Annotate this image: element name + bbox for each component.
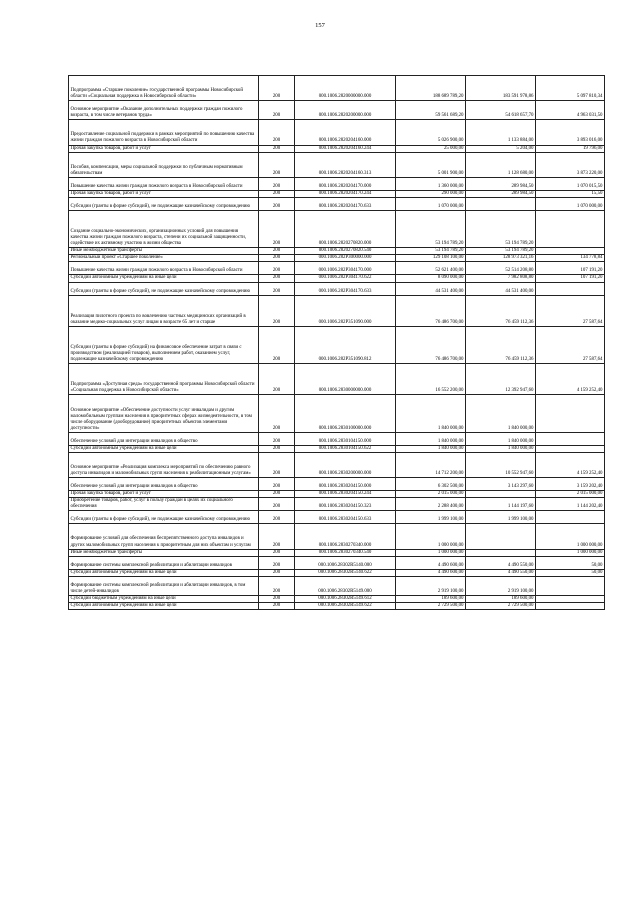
row-name-cell: Повышение качества жизни граждан пожилого возраста в Новосибирской области (69, 262, 259, 275)
row-code-cell: 000.1006.2820204170.000 (295, 177, 396, 190)
row-executed-cell: 1 840 000,00 (466, 432, 536, 445)
row-code-cell: 000.1006.2820000000.000 (295, 76, 396, 101)
row-name-cell: Повышение качества жизни граждан пожилого возраста в Новосибирской области (69, 177, 259, 190)
row-name-cell: Подпрограмма «Старшее поколение» государственной программы Новосибирской области «Социальная поддержка в Новосибирской области» (69, 76, 259, 101)
table-row (69, 595, 605, 602)
row-planned-cell: 59 561 689,20 (396, 101, 466, 120)
row-ved-cell: 200 (259, 364, 295, 395)
row-code-cell: 000.1006.2830204150.633 (295, 511, 396, 524)
table-row (69, 445, 605, 452)
row-name-cell: Подпрограмма «Доступная среда» государственной программы Новосибирской области «Социальная поддержка в Новосибирской области» (69, 364, 259, 395)
row-name-cell: Формирование условий для обеспечения беспрепятственного доступа инвалидов и других маломобильных групп населения к приоритетным для них объектам и услугам (69, 524, 259, 549)
row-name-cell: Субсидии бюджетным учреждениям на иные цели (69, 595, 259, 602)
row-remainder-cell: 50,00 (536, 569, 605, 576)
row-ved-cell: 200 (259, 248, 295, 255)
row-code-cell: 000.1006.2830100000.000 (295, 395, 396, 432)
row-name-cell: Субсидии автономным учреждениям на иные цели (69, 569, 259, 576)
table-row (69, 524, 605, 549)
row-planned-cell: 1 840 000,00 (396, 432, 466, 445)
row-planned-cell: 6 302 500,00 (396, 478, 466, 491)
row-code-cell: 000.1006.282P304170.633 (295, 282, 396, 295)
row-executed-cell (466, 524, 536, 549)
table-row (69, 152, 605, 177)
table-row (69, 432, 605, 445)
row-executed-cell: 183 591 978,86 (466, 76, 536, 101)
row-code-cell: 000.1006.2820204160.244 (295, 145, 396, 152)
row-remainder-cell: 2 015 000,00 (536, 491, 605, 498)
row-executed-cell: 76 459 112,36 (466, 295, 536, 326)
row-remainder-cell: 107 191,20 (536, 262, 605, 275)
row-planned-cell: 44 531 400,00 (396, 282, 466, 295)
row-code-cell: 000.1006.2830200000.000 (295, 452, 396, 477)
row-name-cell: Формирование системы комплексной реабилитации и абилитации инвалидов, в том числе детей-инвалидов (69, 576, 259, 595)
row-executed-cell (466, 197, 536, 210)
row-executed-cell: 12 392 947,60 (466, 364, 536, 395)
row-name-cell: Субсидии автономным учреждениям на иные цели (69, 445, 259, 452)
row-executed-cell: 76 459 112,36 (466, 326, 536, 363)
row-name-cell: Обеспечение условий для интеграции инвалидов в общество (69, 432, 259, 445)
row-ved-cell: 200 (259, 76, 295, 101)
row-ved-cell: 200 (259, 197, 295, 210)
row-code-cell: 000.1006.2820204170.633 (295, 197, 396, 210)
page-number: 157 (315, 22, 325, 29)
row-remainder-cell (536, 576, 605, 595)
row-name-cell: Основное мероприятие «Обеспечение доступности услуг инвалидам и другим маломобильным группам населения в приоритетных сферах жизнедеятельности, в том числе оборудование (дооборудование) приоритетных объектов элементами доступности» (69, 395, 259, 432)
row-name-cell: Иные межбюджетные трансферты (69, 248, 259, 255)
table-row (69, 556, 605, 569)
row-planned-cell: 53 194 789,20 (396, 248, 466, 255)
table-row (69, 76, 605, 101)
table-row (69, 248, 605, 255)
row-ved-cell: 200 (259, 452, 295, 477)
row-executed-cell: 4 490 550,00 (466, 556, 536, 569)
row-executed-cell: 128 973 321,16 (466, 255, 536, 262)
row-code-cell: 000.1006.28302R5140.000 (295, 556, 396, 569)
row-name-cell: Субсидии (гранты в форме субсидий), не подлежащие казначейскому сопровождению (69, 511, 259, 524)
row-planned-cell: 4 490 600,00 (396, 556, 466, 569)
row-code-cell: 000.1006.2820204160.000 (295, 120, 396, 145)
row-planned-cell: 16 552 200,00 (396, 364, 466, 395)
row-planned-cell: 1 000 000,00 (396, 524, 466, 549)
row-ved-cell: 200 (259, 511, 295, 524)
row-remainder-cell (536, 282, 605, 295)
table-row (69, 576, 605, 595)
row-ved-cell: 200 (259, 210, 295, 247)
row-executed-cell: 44 531 400,00 (466, 282, 536, 295)
row-executed-cell: 53 194 789,20 (466, 248, 536, 255)
row-remainder-cell: 4 159 252,40 (536, 364, 605, 395)
row-remainder-cell: 1 000 000,00 (536, 549, 605, 556)
table-row (69, 275, 605, 282)
row-remainder-cell: 3 159 202,40 (536, 478, 605, 491)
row-planned-cell: 25 000,00 (396, 145, 466, 152)
row-remainder-cell: 50,00 (536, 556, 605, 569)
row-executed-cell: 10 552 947,60 (466, 452, 536, 477)
table-row (69, 511, 605, 524)
row-ved-cell: 200 (259, 445, 295, 452)
row-executed-cell: 2 729 500,00 (466, 602, 536, 609)
row-ved-cell: 200 (259, 326, 295, 363)
row-ved-cell: 200 (259, 101, 295, 120)
row-planned-cell: 8 090 000,00 (396, 275, 466, 282)
row-code-cell: 000.1006.2820270820.540 (295, 248, 396, 255)
row-name-cell: Субсидии (гранты в форме субсидий) на финансовое обеспечение затрат в связи с производством (реализацией товаров), выполнением работ, оказанием услуг, подлежащие казначейскому сопровождению (69, 326, 259, 363)
row-ved-cell: 200 (259, 498, 295, 511)
row-remainder-cell (536, 511, 605, 524)
row-code-cell: 000.1006.2830104150.622 (295, 445, 396, 452)
row-planned-cell: 1 000 000,00 (396, 549, 466, 556)
row-name-cell: Основное мероприятие «Оказание дополнительных поддержки граждан пожилого возраста, в том числе ветеранов труда» (69, 101, 259, 120)
row-ved-cell: 200 (259, 602, 295, 609)
row-remainder-cell (536, 210, 605, 247)
row-ved-cell: 200 (259, 491, 295, 498)
row-remainder-cell: 19 796,00 (536, 145, 605, 152)
row-planned-cell: 1 070 000,00 (396, 197, 466, 210)
table-row (69, 326, 605, 363)
row-executed-cell: 2 919 100,00 (466, 576, 536, 595)
row-planned-cell: 2 015 000,00 (396, 491, 466, 498)
row-ved-cell: 200 (259, 152, 295, 177)
row-remainder-cell: 1 000 000,00 (536, 524, 605, 549)
row-remainder-cell (536, 602, 605, 609)
row-ved-cell: 200 (259, 282, 295, 295)
row-planned-cell: 5 001 900,00 (396, 152, 466, 177)
row-planned-cell: 1 999 100,00 (396, 511, 466, 524)
row-remainder-cell: 4 963 031,50 (536, 101, 605, 120)
row-remainder-cell: 27 587,64 (536, 326, 605, 363)
row-remainder-cell: 27 587,64 (536, 295, 605, 326)
row-planned-cell: 2 729 500,00 (396, 602, 466, 609)
table-row (69, 498, 605, 511)
row-code-cell: 000.1006.2820204160.313 (295, 152, 396, 177)
row-name-cell: Прочая закупка товаров, работ и услуг (69, 491, 259, 498)
row-name-cell: Приобретение товаров, работ, услуг в пользу граждан в целях их социального обеспечения (69, 498, 259, 511)
row-code-cell: 000.1006.2820204170.244 (295, 190, 396, 197)
row-planned-cell: 5 026 900,00 (396, 120, 466, 145)
row-code-cell: 000.1006.282P351090.000 (295, 295, 396, 326)
row-planned-cell: 76 486 700,00 (396, 295, 466, 326)
table-row (69, 364, 605, 395)
table-row (69, 549, 605, 556)
row-code-cell: 000.1006.282P351090.812 (295, 326, 396, 363)
row-executed-cell: 1 144 197,60 (466, 498, 536, 511)
row-code-cell: 000.1006.2820270820.000 (295, 210, 396, 247)
table-row (69, 101, 605, 120)
row-code-cell: 000.1006.2830270340.000 (295, 524, 396, 549)
row-planned-cell: 14 712 200,00 (396, 452, 466, 477)
row-planned-cell: 188 689 789,20 (396, 76, 466, 101)
row-executed-cell: 5 204,00 (466, 145, 536, 152)
row-executed-cell: 1 999 100,00 (466, 511, 536, 524)
row-planned-cell: 129 108 100,00 (396, 255, 466, 262)
row-name-cell: Формирование системы комплексной реабилитации и абилитации инвалидов (69, 556, 259, 569)
row-executed-cell: 4 490 550,00 (466, 569, 536, 576)
table-row (69, 255, 605, 262)
row-code-cell: 000.1006.2830204150.244 (295, 491, 396, 498)
row-name-cell: Субсидии (гранты в форме субсидий), не подлежащие казначейскому сопровождению (69, 197, 259, 210)
row-remainder-cell: 3 873 220,00 (536, 152, 605, 177)
row-code-cell: 000.1006.28302R5149.622 (295, 602, 396, 609)
row-code-cell: 000.1006.2830270340.540 (295, 549, 396, 556)
table-row (69, 197, 605, 210)
row-planned-cell: 1 360 000,00 (396, 177, 466, 190)
row-name-cell: Субсидии (гранты в форме субсидий), не подлежащие казначейскому сопровождению (69, 282, 259, 295)
row-name-cell: Обеспечение условий для интеграции инвалидов в общество (69, 478, 259, 491)
row-code-cell: 000.1006.28302R5140.622 (295, 569, 396, 576)
row-ved-cell: 200 (259, 177, 295, 190)
table-row (69, 190, 605, 197)
row-planned-cell: 290 000,00 (396, 190, 466, 197)
row-remainder-cell: 5 097 810,34 (536, 76, 605, 101)
row-remainder-cell: 107 191,20 (536, 275, 605, 282)
row-ved-cell: 200 (259, 275, 295, 282)
row-ved-cell: 200 (259, 549, 295, 556)
row-executed-cell: 53 194 789,20 (466, 210, 536, 247)
row-remainder-cell: 1 144 202,40 (536, 498, 605, 511)
row-code-cell: 000.1006.2830000000.000 (295, 364, 396, 395)
row-ved-cell: 200 (259, 556, 295, 569)
row-planned-cell: 1 840 000,00 (396, 395, 466, 432)
row-planned-cell: 1 840 000,00 (396, 445, 466, 452)
row-ved-cell: 200 (259, 262, 295, 275)
table-row (69, 478, 605, 491)
row-name-cell: Реализация пилотного проекта по вовлечению частных медицинских организаций в оказание медико-социальных услуг лицам в возрасте 65 лет и старше (69, 295, 259, 326)
row-remainder-cell (536, 395, 605, 432)
row-name-cell: Региональный проект «Старшее поколение» (69, 255, 259, 262)
table-row (69, 177, 605, 190)
row-code-cell: 000.1006.28302R5149.000 (295, 576, 396, 595)
row-ved-cell: 200 (259, 595, 295, 602)
row-ved-cell: 200 (259, 395, 295, 432)
row-ved-cell: 200 (259, 478, 295, 491)
row-name-cell: Иные межбюджетные трансферты (69, 549, 259, 556)
row-remainder-cell (536, 445, 605, 452)
row-planned-cell: 189 600,00 (396, 595, 466, 602)
row-remainder-cell (536, 248, 605, 255)
row-planned-cell: 2 288 400,00 (396, 498, 466, 511)
table-row (69, 569, 605, 576)
row-code-cell: 000.1006.2820200000.000 (295, 101, 396, 120)
table-row (69, 210, 605, 247)
row-name-cell: Субсидии автономным учреждениям на иные цели (69, 602, 259, 609)
table-row (69, 295, 605, 326)
row-ved-cell: 200 (259, 145, 295, 152)
row-executed-cell: 289 984,50 (466, 190, 536, 197)
row-name-cell: Прочая закупка товаров, работ и услуг (69, 145, 259, 152)
table-row (69, 602, 605, 609)
row-code-cell: 000.1006.282P304170.000 (295, 262, 396, 275)
row-code-cell: 000.1006.2830204150.000 (295, 478, 396, 491)
row-code-cell: 000.1006.2830104150.000 (295, 432, 396, 445)
row-remainder-cell: 1 070 015,50 (536, 177, 605, 190)
table-row (69, 452, 605, 477)
row-executed-cell: 7 982 808,80 (466, 275, 536, 282)
row-executed-cell: 1 133 884,00 (466, 120, 536, 145)
row-code-cell: 000.1006.2830204150.323 (295, 498, 396, 511)
row-ved-cell: 200 (259, 295, 295, 326)
row-ved-cell: 200 (259, 190, 295, 197)
row-ved-cell: 200 (259, 120, 295, 145)
row-executed-cell: 189 600,00 (466, 595, 536, 602)
row-code-cell: 000.1006.282P304170.622 (295, 275, 396, 282)
row-code-cell: 000.1006.28302R5149.612 (295, 595, 396, 602)
row-executed-cell: 1 840 000,00 (466, 445, 536, 452)
budget-table (68, 75, 605, 610)
row-ved-cell: 200 (259, 569, 295, 576)
table-row (69, 262, 605, 275)
row-executed-cell: 1 840 000,00 (466, 395, 536, 432)
row-remainder-cell: 15,50 (536, 190, 605, 197)
row-planned-cell: 52 621 400,00 (396, 262, 466, 275)
row-ved-cell: 200 (259, 576, 295, 595)
row-ved-cell: 200 (259, 524, 295, 549)
row-name-cell: Создание социально-экономических, организационных условий для повышения качества жизни граждан пожилого возраста, степени их социальной защищенности, содействие их активному участию в жизни общества (69, 210, 259, 247)
row-name-cell: Субсидии автономным учреждениям на иные цели (69, 275, 259, 282)
row-name-cell: Основное мероприятие «Реализация комплекса мероприятий по обеспечению равного доступа инвалидов и маломобильных групп населения к реабилитационным услугам» (69, 452, 259, 477)
row-ved-cell: 200 (259, 432, 295, 445)
table-row (69, 120, 605, 145)
row-planned-cell: 4 490 600,00 (396, 569, 466, 576)
row-planned-cell: 76 486 700,00 (396, 326, 466, 363)
row-remainder-cell: 4 159 252,40 (536, 452, 605, 477)
row-remainder-cell (536, 595, 605, 602)
row-code-cell: 000.1006.282P300000.000 (295, 255, 396, 262)
table-row (69, 282, 605, 295)
row-executed-cell: 289 984,50 (466, 177, 536, 190)
row-remainder-cell: 1 070 000,00 (536, 197, 605, 210)
row-executed-cell: 54 618 657,70 (466, 101, 536, 120)
row-name-cell: Предоставление социальной поддержки в рамках мероприятий по повышению качества жизни граждан пожилого возраста в Новосибирской области (69, 120, 259, 145)
row-executed-cell (466, 491, 536, 498)
row-remainder-cell (536, 432, 605, 445)
row-executed-cell: 1 128 680,00 (466, 152, 536, 177)
row-executed-cell (466, 549, 536, 556)
row-ved-cell: 200 (259, 255, 295, 262)
row-remainder-cell: 3 893 016,00 (536, 120, 605, 145)
row-name-cell: Пособия, компенсации, меры социальной поддержки по публичным нормативным обязательствам (69, 152, 259, 177)
row-executed-cell: 52 514 208,80 (466, 262, 536, 275)
row-executed-cell: 3 143 297,60 (466, 478, 536, 491)
row-planned-cell: 2 919 100,00 (396, 576, 466, 595)
table-row (69, 491, 605, 498)
row-name-cell: Прочая закупка товаров, работ и услуг (69, 190, 259, 197)
table-row (69, 395, 605, 432)
row-remainder-cell: 134 778,84 (536, 255, 605, 262)
row-planned-cell: 53 194 789,20 (396, 210, 466, 247)
table-row (69, 145, 605, 152)
